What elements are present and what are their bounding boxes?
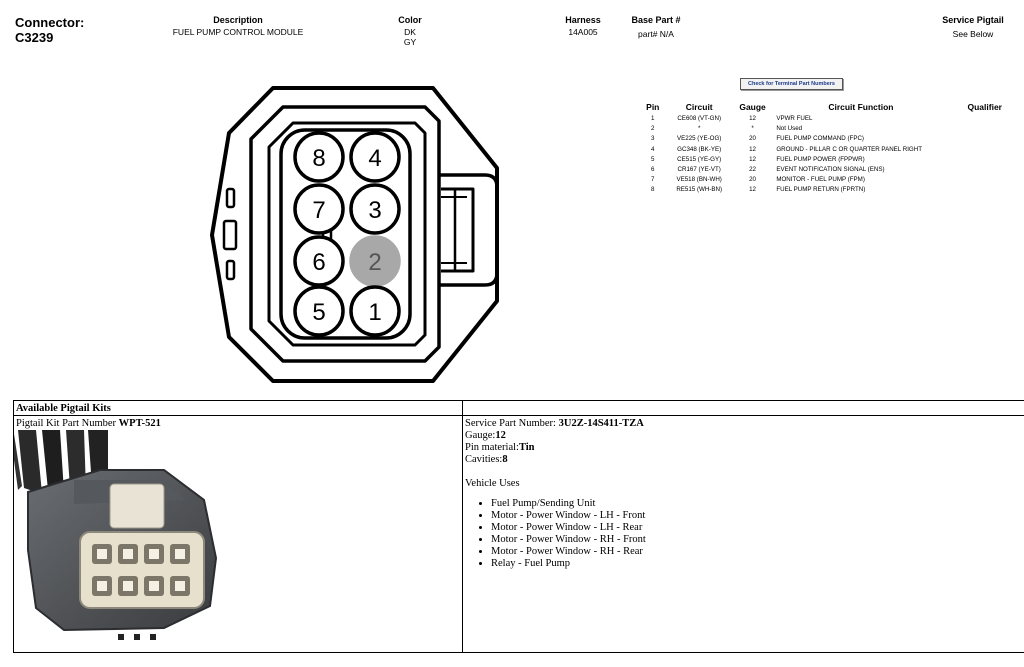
vehicle-use-item: • Motor - Power Window - LH - Front (491, 510, 1022, 522)
pin-material-line (465, 442, 1022, 454)
left-slot-bottom (227, 261, 234, 279)
pin-number: 1 (651, 115, 655, 122)
qualifier (946, 175, 1024, 185)
connector-id: C3239 (15, 30, 54, 45)
latch-tab (110, 484, 164, 528)
pin-row-6 (640, 165, 1024, 175)
pin-label: 5 (312, 299, 326, 326)
circuit-function: EVENT NOTIFICATION SIGNAL (ENS) (776, 166, 885, 174)
base-part-label: Base Part # (631, 15, 681, 25)
vehicle-use-item: • Motor - Power Window - RH - Front (491, 534, 1022, 546)
pin-number: 4 (651, 145, 655, 153)
latch-outer (439, 175, 497, 285)
base-part-value: part# N/A (638, 29, 674, 39)
latch-inner (441, 189, 473, 271)
service-pigtail-value: See Below (952, 29, 994, 39)
pin-table-body (640, 114, 1024, 196)
wire-gauge: * (751, 125, 754, 133)
color-value-1: DK (404, 27, 416, 37)
qualifier (946, 165, 1024, 175)
circuit-code: VE518 (BN-WH) (676, 176, 722, 184)
circuit-code: CE515 (YE-GY) (677, 155, 722, 163)
qualifier (946, 114, 1024, 124)
circuit-function: FUEL PUMP COMMAND (FPC) (776, 135, 864, 143)
connector-face-diagram (205, 85, 505, 385)
kit-part-label: Pigtail Kit Part Number (16, 418, 119, 429)
wire-gauge: 22 (749, 166, 756, 174)
qualifier (946, 145, 1024, 155)
pigtail-kits-table (13, 400, 1024, 653)
pin-number: 5 (651, 155, 655, 163)
header-circuit: Circuit (685, 102, 713, 112)
base-part-column (620, 15, 692, 39)
pin-label: 8 (312, 145, 326, 172)
service-part-line (465, 418, 1022, 430)
bottom-notches (118, 634, 156, 640)
pin-4 (351, 133, 399, 181)
terminal-insert (80, 532, 204, 608)
kits-title-cell (13, 400, 463, 416)
pin-label: 7 (312, 197, 326, 224)
circuit-code: VE225 (YE-OG) (677, 135, 722, 143)
vehicle-use-item: • Motor - Power Window - LH - Rear (491, 522, 1022, 534)
pin-label: 4 (368, 145, 382, 172)
qualifier (946, 134, 1024, 144)
pin-6 (295, 237, 343, 285)
circuit-code: RE515 (WH-BN) (676, 186, 723, 194)
harness-label: Harness (565, 15, 601, 25)
gauge-value: 12 (495, 430, 506, 441)
description-value: FUEL PUMP CONTROL MODULE (172, 27, 304, 37)
check-terminal-part-numbers-button[interactable]: Check for Terminal Part Numbers (740, 78, 843, 90)
pin-row-3 (640, 134, 1024, 144)
pin-2 (351, 237, 399, 285)
vehicle-uses-label: Vehicle Uses (465, 478, 520, 489)
pin-3 (351, 185, 399, 233)
pin-5 (295, 287, 343, 335)
kits-title: Available Pigtail Kits (16, 403, 111, 414)
circuit-code: * (697, 125, 701, 133)
wire-gauge: 20 (749, 176, 756, 184)
description-column (158, 15, 318, 37)
circuit-function: FUEL PUMP POWER (FPPWR) (776, 155, 865, 163)
circuit-function: MONITOR - FUEL PUMP (FPM) (776, 176, 865, 184)
service-pigtail-label: Service Pigtail (942, 15, 1004, 25)
color-value-2: GY (403, 37, 417, 47)
pin-material-value: Tin (518, 442, 535, 453)
left-slot-mid (224, 221, 236, 249)
pin-table (640, 100, 1024, 196)
circuit-function: GROUND - PILLAR C OR QUARTER PANEL RIGHT (776, 145, 922, 153)
header-circuit-function: Circuit Function (828, 102, 894, 112)
kit-image-cell (13, 415, 463, 653)
header-qualifier: Qualifier (967, 102, 1002, 112)
pin-row-8 (640, 185, 1024, 195)
connector-title (15, 15, 84, 45)
pin-row-1 (640, 114, 1024, 124)
pin-7 (295, 185, 343, 233)
wire-gauge: 20 (749, 135, 756, 143)
pin-label: 3 (368, 197, 382, 224)
circuit-function: VPWR FUEL (776, 115, 813, 122)
circuit-code: CE608 (VT-GN) (677, 115, 722, 122)
qualifier (946, 185, 1024, 195)
vehicle-use-item: • Relay - Fuel Pump (491, 558, 1022, 570)
kit-part-number: WPT-521 (118, 418, 161, 429)
pin-row-5 (640, 155, 1024, 165)
kit-details-cell (462, 415, 1024, 653)
pin-number: 7 (651, 176, 655, 184)
pin-number: 8 (651, 186, 655, 194)
cavities-label: Cavities: (465, 454, 503, 465)
left-slot-top (227, 189, 234, 207)
cavities-line (465, 454, 1022, 466)
pin-number: 6 (651, 166, 655, 174)
pin-label: 1 (368, 299, 382, 326)
pin-row-4 (640, 145, 1024, 155)
gauge-line (465, 430, 1022, 442)
gauge-label: Gauge: (465, 430, 496, 441)
color-column (380, 15, 440, 47)
pin-8 (295, 133, 343, 181)
harness-value: 14A005 (568, 27, 598, 37)
circuit-function: FUEL PUMP RETURN (FPRTN) (776, 186, 866, 194)
pin-label: 2 (368, 249, 382, 276)
harness-column (553, 15, 613, 37)
pin-material-label: Pin material: (465, 442, 519, 453)
vehicle-use-item: • Motor - Power Window - RH - Rear (491, 546, 1022, 558)
service-part-number: 3U2Z-14S411-TZA (558, 418, 644, 429)
pigtail-photo (14, 430, 229, 652)
wire-gauge: 12 (749, 155, 756, 163)
pin-number: 3 (651, 135, 655, 143)
pin-table-header (640, 100, 1024, 114)
service-part-label: Service Part Number: (465, 418, 559, 429)
cavities-value: 8 (502, 454, 508, 465)
wire-gauge: 12 (749, 115, 756, 122)
pin-row-2 (640, 124, 1024, 134)
vehicle-uses-list (465, 498, 1022, 570)
circuit-code: CR167 (YE-VT) (677, 166, 721, 174)
pin-row-7 (640, 175, 1024, 185)
pin-layer (295, 133, 399, 335)
wire-gauge: 12 (749, 145, 756, 153)
qualifier (946, 124, 1024, 134)
kits-title-spacer (462, 400, 1024, 416)
wire-gauge: 12 (749, 186, 756, 194)
header-pin: Pin (646, 102, 660, 112)
service-pigtail-column (928, 15, 1018, 39)
pin-label: 6 (312, 249, 326, 276)
vehicle-use-item: • Fuel Pump/Sending Unit (491, 498, 1022, 510)
circuit-code: GC348 (BK-YE) (677, 145, 722, 153)
housing-inner-outline (269, 123, 425, 345)
color-label: Color (398, 15, 422, 25)
connector-label: Connector: (15, 15, 85, 30)
header-gauge: Gauge (739, 102, 766, 112)
qualifier (946, 155, 1024, 165)
circuit-function: Not Used (776, 125, 803, 133)
description-label: Description (213, 15, 263, 25)
pin-number: 2 (651, 125, 655, 133)
pin-1 (351, 287, 399, 335)
